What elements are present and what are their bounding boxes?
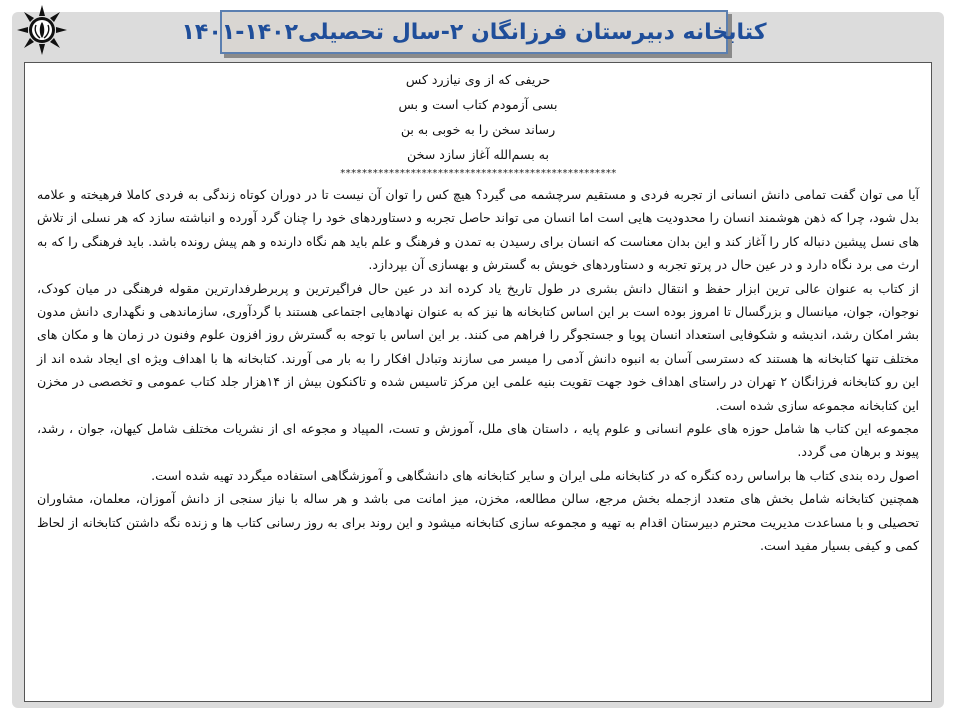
divider: *************************************************** [339,168,617,179]
paragraph: از کتاب به عنوان عالی ترین ابزار حفظ و انتقال دانش بشری در طول تاریخ یاد کرده اند در عین حال فراگیرترین و پربرطرفدارترین مقوله فرهنگی در میان کودک، نوجوان، جوان، میانسال و بزرگسال تا امروز بوده است بر این اساس کتابخانه ها نیز که به عنوان نهادهایی اجتماعی هستند با گردآوری، سازماندهی و نگهداری دانش مدون بشر امکان رشد، اندیشه و شکوفایی استعداد انسان پویا و جستجوگر را فراهم می کنند. بر این اساس با توجه به گسترش روز افزون علوم وفنون در زمان ها و مکان های مختلف تنها کتابخانه ها هستند که دسترسی آسان به انبوه دانش آدمی را میسر می سازند وتبادل افکار را به بار می آورند. کتابخانه ها با اهداف ویژه ای ایجاد شده اند از این رو کتابخانه فرزانگان ۲ تهران در راستای اهداف خود جهت تقویت بنیه علمی این مرکز تاسیس شده و تاکنکون بیش از ۱۴هزار جلد کتاب عمومی و تخصصی در مخزن این کتابخانه مجموعه سازی شده است. [37,280,919,413]
content-box [24,62,932,702]
iran-emblem-icon [16,4,68,56]
paragraph: اصول رده بندی کتاب ها براساس رده کنگره که در کتابخانه ملی ایران و سایر کتابخانه های دانشگاهی و آموزشگاهی استفاده میگردد تهیه شده است. [151,467,919,483]
paragraph: همچنین کتابخانه شامل بخش های متعدد ازجمله بخش مرجع، سالن مطالعه، مخزن، میز امانت می باشد و هر ساله با نیاز سنجی از دانش آموزان، معلمان، مشاوران تحصیلی و با مساعدت مدیریت محترم دبیرستان اقدام به تهیه و مجموعه سازی کتابخانه میشود و این روند برای به روز رسانی کتاب ها و زنده نگه داشتن کتابخانه از لحاظ کمی و کیفی بسیار مفید است. [37,491,919,554]
paragraph: آیا می توان گفت تمامی دانش انسانی از تجربه فردی و مستقیم سرچشمه می گیرد؟ هیچ کس را توان آن نیست تا در دوران کوتاه زندگی به فردی کاملا فرهیخته و علامه بدل شود، چرا که ذهن هوشمند انسان را محدودیت هایی است اما انسان می تواند حاصل تجربه و دستاوردهای خود را چنان گرد آورده و انباشته سازد که هر نسلی از تلاش های نسل پیشین دنباله کار را آغاز کند و این بدان معناست که انسان برای رسیدن به تمدن و فرهنگ و علم باید هم نگاه دارنده و هم پیش رونده باشد. باید فرهنگی را که به ارث می برد نگاه دارد و در عین حال در پرتو تجربه و دستاوردهای خویش به گسترش و بهسازی آن بپردازد. [37,187,919,273]
page-title: کتابخانه دبیرستان فرزانگان ۲-سال تحصیلی۱۴۰۲-۱۴۰۱ [181,19,767,45]
poem [37,67,919,167]
paragraph: مجموعه این کتاب ها شامل حوزه های علوم انسانی و علوم پایه ، داستان های ملل، آموزش و تست، المپیاد و مجوعه ای از نشریات مختلف شامل کیهان، جوان ، رشد، پیوند و برهان می گردد. [37,421,919,460]
poem-line: رساند سخن را به خوبی به بن [400,122,556,137]
poem-line: حریفی که از وی نیازرد کس [405,72,551,87]
title-banner [181,10,767,54]
poem-line: به بسم‌الله آغاز سازد سخن [407,147,549,162]
poem-line: بسی آزمودم کتاب است و بس [398,97,558,112]
